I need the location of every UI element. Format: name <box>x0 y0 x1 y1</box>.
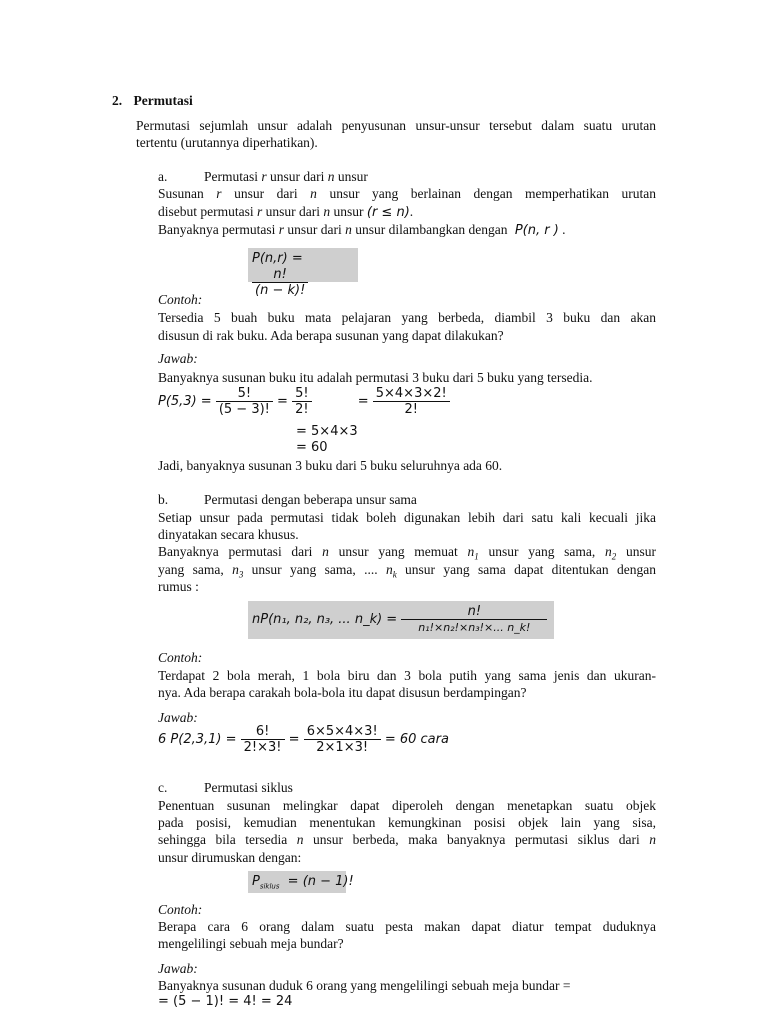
b-formula-box <box>248 601 554 639</box>
c-answer-line-1: Banyaknya susunan duduk 6 orang yang mengelilingi sebuah meja bundar = <box>158 978 571 993</box>
section-number: 2. <box>112 93 123 108</box>
a-example-line-2: disusun di rak buku. Ada berapa susunan yang dapat dilakukan? <box>158 328 504 343</box>
subsection-c-marker: c. <box>158 780 168 795</box>
a-calculation: P(5,3) = $\frac{5!}{(5 - 3)!}$ = $\frac{5!}{2!}$ = $\frac{5\times 4\times 3\times 2!}{2!}$ <box>158 386 458 417</box>
a-calc-line-2: = 5×4×3 <box>296 424 358 439</box>
c-text-line-3: sehingga bila tersedia n unsur berbeda, maka banyaknya permutasi siklus dari n <box>158 832 656 847</box>
a-calc-fraction-1: $\frac{5!}{(5 - 3)!}$ <box>216 386 273 417</box>
b-text-line-5: rumus : <box>158 579 199 594</box>
intro-line-2: tertentu (urutannya diperhatikan). <box>136 135 318 150</box>
b-calc-fraction-2: $\frac{6\times 5\times 4\times 3!}{2\times 1\times 3!}$ <box>304 724 381 755</box>
b-calculation: 6 P(2,3,1) = $\frac{6!}{2!\times 3!}$ = $\frac{6\times 5\times 4\times 3!}{2\times 1\times 3!}$ = 60 cara <box>158 724 449 755</box>
subsection-a-heading: Permutasi r unsur dari n unsur <box>204 169 368 184</box>
b-example-line-1: Terdapat 2 bola merah, 1 bola biru dan 3 bola putih yang sama jenis dan ukuran- <box>158 668 656 683</box>
a-condition: (r ≤ n) <box>366 205 410 220</box>
b-example-line-2: nya. Ada berapa carakah bola-bola itu dapat disusun berdampingan? <box>158 685 527 700</box>
c-jawab-label: Jawab: <box>158 961 198 976</box>
b-formula-fraction: $\frac{n!}{\text{n₁!×n₂!×n₃!×... n\_k!}}$ <box>401 604 547 635</box>
a-answer-line: Banyaknya susunan buku itu adalah permutasi 3 buku dari 5 buku yang tersedia. <box>158 370 593 385</box>
a-jawab-label: Jawab: <box>158 351 198 366</box>
c-answer-line-2: = (5 − 1)! = 4! = 24 <box>158 994 293 1009</box>
subsection-b-marker: b. <box>158 492 169 507</box>
a-formula-box <box>248 248 358 298</box>
intro-line-1: Permutasi sejumlah unsur adalah penyusunan unsur-unsur tersebut dalam suatu urutan <box>136 118 656 133</box>
a-formula-lhs: P(n,r) = <box>252 251 303 266</box>
a-calc-fraction-2: $\frac{5!}{2!}$ <box>292 386 311 417</box>
b-contoh-label: Contoh: <box>158 650 203 665</box>
c-contoh-label: Contoh: <box>158 902 203 917</box>
section-heading <box>112 92 193 109</box>
a-conclusion: Jadi, banyaknya susunan 3 buku dari 5 buku seluruhnya ada 60. <box>158 458 503 473</box>
a-text-line-2: disebut permutasi r unsur dari n unsur (r ≤ n). <box>158 204 414 220</box>
a-formula-fraction: $\frac{n!}{(n - k)!}$ <box>252 267 308 298</box>
c-text-line-4: unsur dirumuskan dengan: <box>158 850 302 865</box>
c-text-line-1: Penentuan susunan melingkar dapat diperoleh dengan menetapkan suatu objek <box>158 798 656 813</box>
subsection-b-heading: Permutasi dengan beberapa unsur sama <box>204 492 417 507</box>
a-text-line-1: Susunan r unsur dari n unsur yang berlainan dengan memperhatikan urutan <box>158 186 656 201</box>
c-example-line-1: Berapa cara 6 orang dalam suatu pesta makan dapat diatur tempat duduknya <box>158 919 656 934</box>
c-text-line-2: pada posisi, kemudian menentukan kemungkinan posisi objek lain yang sisa, <box>158 815 656 830</box>
b-text-line-3: Banyaknya permutasi dari n unsur yang memuat $n_1$ unsur yang sama, $n_2$ unsur <box>158 544 657 562</box>
b-text-line-1: Setiap unsur pada permutasi tidak boleh digunakan lebih dari satu kali kecuali jika <box>158 510 656 525</box>
b-text-line-2: dinyatakan secara khusus. <box>158 527 299 542</box>
a-calc-fraction-3: $\frac{5\times 4\times 3\times 2!}{2!}$ <box>373 386 450 417</box>
c-example-line-2: mengelilingi sebuah meja bundar? <box>158 936 344 951</box>
a-calc-line-3: = 60 <box>296 440 328 455</box>
a-text-line-3: Banyaknya permutasi r unsur dari n unsur dilambangkan dengan P(n, r ) . <box>158 222 566 238</box>
b-text-line-4: yang sama, $n_3$ unsur yang sama, .... $n_k$ unsur yang sama dapat ditentukan dengan <box>158 562 656 580</box>
section-title: Permutasi <box>133 93 193 108</box>
b-calc-fraction-1: $\frac{6!}{2!\times 3!}$ <box>241 724 285 755</box>
b-jawab-label: Jawab: <box>158 710 198 725</box>
c-formula-box: $P_{siklus} = (n - 1)$! <box>248 871 346 893</box>
subsection-c-heading: Permutasi siklus <box>204 780 293 795</box>
subsection-a-marker: a. <box>158 169 168 184</box>
a-symbol: P(n, r ) <box>514 223 559 238</box>
a-contoh-label: Contoh: <box>158 292 203 307</box>
a-example-line-1: Tersedia 5 buah buku mata pelajaran yang berbeda, diambil 3 buku dan akan <box>158 310 656 325</box>
b-formula-lhs: nP(n₁, n₂, n₃, ... n_k) = <box>252 612 398 627</box>
